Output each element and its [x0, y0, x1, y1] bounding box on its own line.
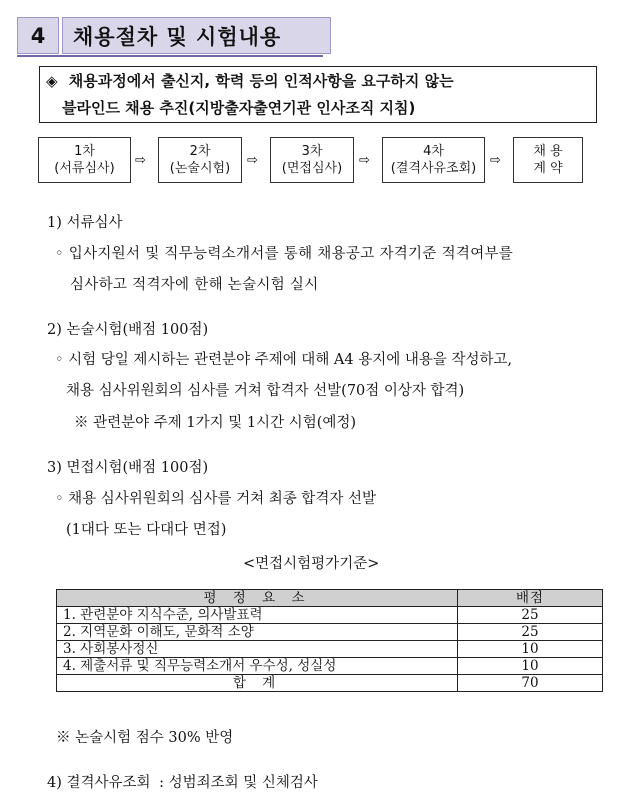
- blind-hiring-notice: [39, 66, 597, 123]
- table-row: [57, 641, 603, 658]
- table-row: [57, 607, 603, 624]
- table-caption: <면접시험평가기준>: [243, 556, 380, 572]
- interview-criteria-table: [56, 589, 603, 692]
- flow-step-2-round: 2차: [189, 144, 211, 159]
- stage4-detail: : 성범죄조회 및 신체검사: [159, 775, 318, 791]
- stage3-line2: (1대다 또는 다대다 면접): [66, 522, 227, 538]
- table-row: [57, 624, 603, 641]
- table-total-row: [57, 675, 603, 692]
- row-item: 1. 관련분야 지식수준, 의사발표력: [57, 607, 458, 624]
- flow-step-4-round: 4차: [423, 144, 444, 159]
- flow-arrow-icon: ⇨: [490, 153, 501, 168]
- stage1-heading: 1) 서류심사: [47, 215, 123, 231]
- notice-text-line2: 블라인드 채용 추진(지방출자출연기관 인사조직 지침): [62, 99, 416, 117]
- row-score: 10: [458, 658, 603, 675]
- row-score: 25: [458, 624, 603, 641]
- row-item: 2. 지역문화 이해도, 문화적 소양: [57, 624, 458, 641]
- section-underline: [17, 55, 323, 57]
- diamond-bullet-icon: ◈: [46, 72, 58, 90]
- flow-step-2-label: (논술시험): [169, 161, 231, 176]
- stage1-line1: ◦ 입사지원서 및 직무능력소개서를 통해 채용공고 자격기준 적격여부를: [55, 246, 514, 262]
- stage1-line2: 심사하고 적격자에 한해 논술시험 실시: [70, 277, 319, 293]
- flow-step-1-round: 1차: [74, 144, 95, 159]
- stage3-line1: ◦ 채용 심사위원회의 심사를 거쳐 최종 합격자 선발: [55, 491, 376, 507]
- row-score: 25: [458, 607, 603, 624]
- flow-arrow-icon: ⇨: [247, 153, 258, 168]
- table-header-row: [57, 590, 603, 607]
- flow-step-2: [158, 137, 242, 183]
- section-title: 채용절차 및 시험내용: [62, 17, 331, 54]
- table-row: [57, 658, 603, 675]
- flow-step-3-label: (면접심사): [281, 161, 343, 176]
- stage4-heading: 4) 결격사유조회: [47, 775, 151, 791]
- flow-step-contract: [513, 137, 583, 183]
- stage2-line1: ◦ 시험 당일 제시하는 관련분야 주제에 대해 A4 용지에 내용을 작성하고,: [55, 352, 513, 368]
- row-item: 3. 사회봉사정신: [57, 641, 458, 658]
- row-score: 10: [458, 641, 603, 658]
- stage3-heading: 3) 면접시험(배점 100점): [47, 460, 209, 476]
- flow-step-contract-line2: 계 약: [533, 161, 563, 176]
- flow-arrow-icon: ⇨: [359, 153, 370, 168]
- flow-step-3-round: 3차: [301, 144, 323, 159]
- flow-step-4-label: (결격사유조회): [390, 161, 477, 176]
- row-item: 4. 제출서류 및 직무능력소개서 우수성, 성실성: [57, 658, 458, 675]
- total-label: 합 계: [57, 675, 458, 692]
- total-score: 70: [458, 675, 603, 692]
- notice-text-line1: 채용과정에서 출신지, 학력 등의 인적사항을 요구하지 않는: [68, 72, 454, 90]
- header-score: 배점: [458, 590, 603, 607]
- flow-step-1-label: (서류심사): [54, 161, 115, 176]
- flow-step-3: [270, 137, 354, 183]
- section-header: [17, 17, 331, 54]
- flow-step-4: [382, 137, 485, 183]
- stage2-note: ※ 관련분야 주제 1가지 및 1시간 시험(예정): [74, 415, 357, 431]
- essay-score-note: ※ 논술시험 점수 30% 반영: [56, 730, 234, 746]
- flow-step-1: [38, 137, 131, 183]
- header-item: 평 정 요 소: [57, 590, 458, 607]
- flow-arrow-icon: ⇨: [135, 153, 146, 168]
- stage2-line2: 채용 심사위원회의 심사를 거쳐 합격자 선발(70점 이상자 합격): [66, 383, 465, 399]
- stage2-heading: 2) 논술시험(배점 100점): [47, 322, 209, 338]
- flow-step-contract-line1: 채 용: [533, 144, 563, 159]
- section-number: 4: [17, 17, 59, 54]
